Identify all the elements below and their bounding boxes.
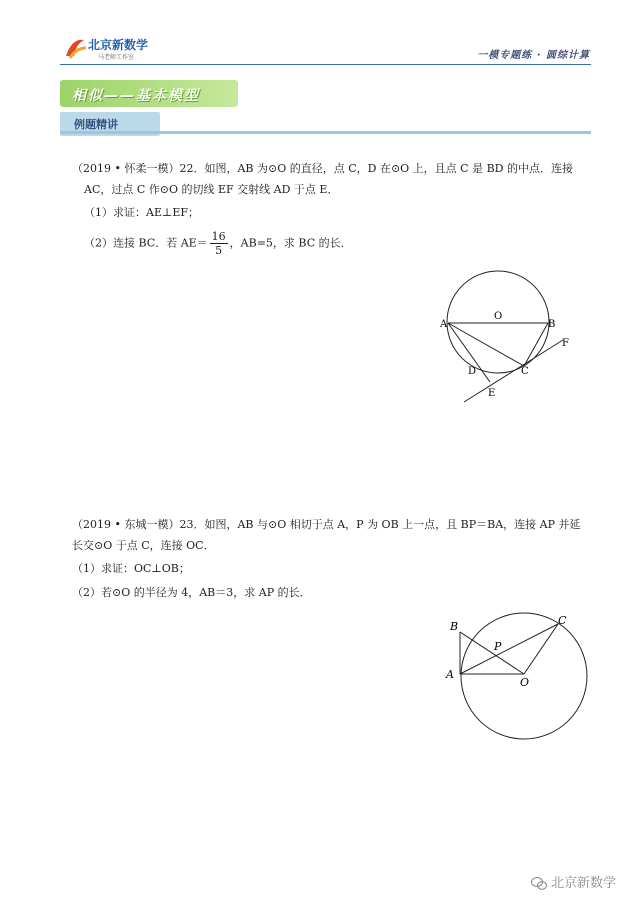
label-o: O [494,311,503,322]
problem1-line1: （2019 • 怀柔一模）22．如图，AB 为⊙O 的直径，点 C，D 在⊙O 上，且点 C 是 BD 的中点．连接 [72,162,573,175]
watermark-text: 北京新数学 [550,876,616,891]
problem2-part2: （2）若⊙O 的半径为 4，AB＝3，求 AP 的长． [72,586,311,599]
label-a: A [446,668,454,681]
tangent-ef [464,340,563,402]
figure2-diagram [440,612,590,742]
problem2-line1: （2019 • 东城一模）23．如图，AB 与⊙O 相切于点 A，P 为 OB 上一点，且 BP＝BA，连接 AP 并延 [72,518,581,531]
segment-ac [460,624,558,674]
label-c: C [521,366,529,377]
problem1-fraction [210,230,228,257]
problem1-part1: （1）求证：AE⊥EF； [84,206,199,219]
label-b: B [450,620,459,633]
subsection-rule [60,131,591,134]
problem1-part2 [84,230,352,257]
label-e: E [488,388,496,399]
label-p: P [494,640,502,653]
subsection-title: 例题精讲 [74,118,118,131]
fraction-denominator: 5 [215,244,223,257]
label-a: A [440,319,448,330]
problem1-line2: AC，过点 C 作⊙O 的切线 EF 交射线 AD 于点 E． [84,183,339,196]
segment-ac [448,323,524,366]
section-title: 相似——基本模型 [72,88,200,104]
problem2-line2: 长交⊙O 于点 C，连接 OC． [72,539,215,552]
label-f: F [562,338,569,349]
header-topic: 一模专题练 · 圆综计算 [477,50,590,61]
problem2-part1: （1）求证：OC⊥OB； [72,562,190,575]
header-logo [62,34,172,64]
figure1-diagram [430,270,590,410]
footer-watermark [531,872,616,891]
logo-subtitle: 马老师工作室 [98,54,135,61]
segment-oc [524,624,558,674]
wechat-icon [531,877,547,890]
label-c: C [558,614,567,627]
segment-bo [460,632,524,674]
header-divider [60,64,591,65]
label-o: O [520,676,530,689]
problem1-part2-pre: （2）连接 BC．若 AE＝ [84,236,208,250]
section-title-band [60,80,238,107]
logo-title: 北京新数学 [88,38,149,52]
logo-icon [62,34,90,62]
label-b: B [548,319,556,330]
problem1-part2-post: ，AB=5，求 BC 的长． [229,236,352,250]
fraction-numerator: 16 [211,230,226,243]
label-d: D [468,366,477,377]
segment-bc [524,323,548,366]
figure1-circle [447,271,549,373]
